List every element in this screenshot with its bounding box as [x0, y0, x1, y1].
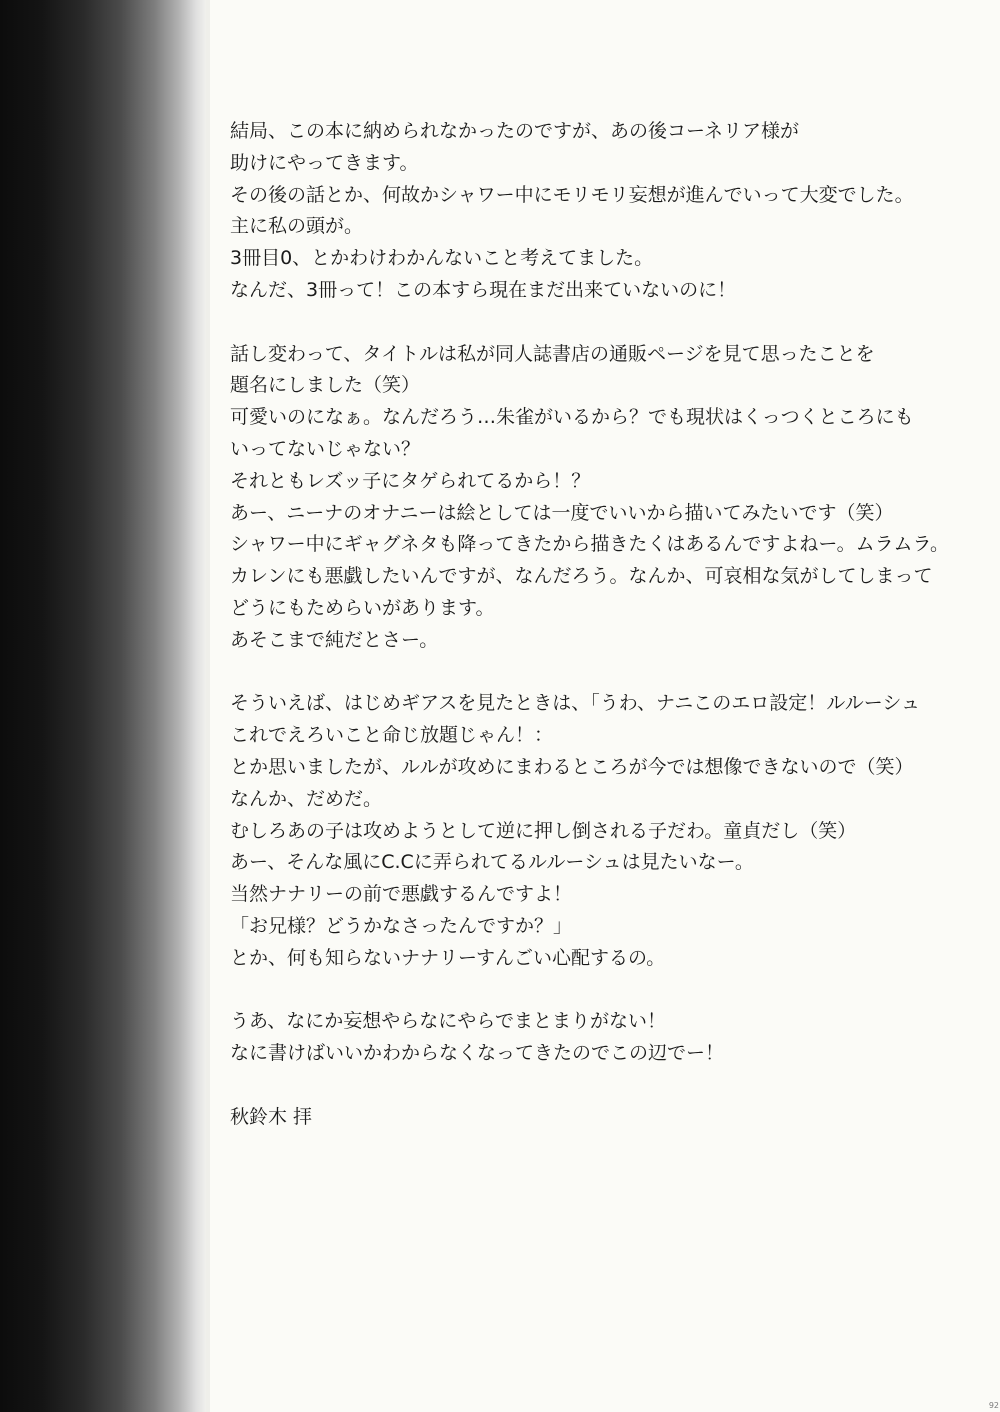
text-line: その後の話とか、何故かシャワー中にモリモリ妄想が進んでいって大変でした。: [230, 183, 914, 206]
text-line: とか思いましたが、ルルが攻めにまわるところが今では想像できないので（笑）: [230, 755, 914, 778]
paragraph-gap: [230, 975, 970, 1007]
text-line: なんか、だめだ。: [230, 787, 383, 810]
text-line: 当然ナナリーの前で悪戯するんですよ！: [230, 883, 573, 906]
page-edge: [206, 0, 210, 1412]
text-line: 可愛いのになぁ。なんだろう…朱雀がいるから？でも現状はくっつくところにも: [230, 406, 914, 429]
binding-gutter-shadow: [0, 0, 208, 1412]
paragraph-gap: [230, 307, 970, 339]
text-line: 主に私の頭が。: [230, 215, 364, 238]
text-line: むしろあの子は攻めようとして逆に押し倒される子だわ。童貞だし（笑）: [230, 819, 857, 842]
paragraph-gap: [230, 1070, 970, 1102]
text-line: 話し変わって、タイトルは私が同人誌書店の通販ページを見て思ったことを: [230, 342, 875, 365]
text-line: あそこまで純だとさー。: [230, 628, 439, 651]
text-line: あー、ニーナのオナニーは絵としては一度でいいから描いてみたいです（笑）: [230, 501, 894, 524]
page-number: 92: [988, 1401, 999, 1410]
text-line: 結局、この本に納められなかったのですが、あの後コーネリア様が: [230, 120, 800, 142]
text-line: いってないじゃない？: [230, 437, 421, 460]
text-line: これでえろいこと命じ放題じゃん！：: [230, 724, 554, 747]
text-line: あー、そんな風にC.Cに弄られてるルルーシュは見たいなー。: [230, 851, 754, 874]
text-line: うあ、なにか妄想やらなにやらでまとまりがない！: [230, 1010, 667, 1033]
text-line: どうにもためらいがあります。: [230, 596, 495, 619]
text-line: それともレズッ子にタゲられてるから！？: [230, 469, 591, 492]
text-line: 「お兄様？どうかなさったんですか？」: [230, 914, 573, 937]
text-line: カレンにも悪戯したいんですが、なんだろう。なんか、可哀相な気がしてしまって: [230, 565, 933, 588]
text-line: 3冊目0、とかわけわかんないこと考えてました。: [230, 247, 654, 270]
text-line: 題名にしました（笑）: [230, 374, 421, 397]
paragraph-gap: [230, 657, 970, 689]
text-line: とか、何も知らないナナリーすんごい心配するの。: [230, 946, 666, 969]
author-signature: 秋鈴木 拝: [230, 1105, 313, 1128]
text-line: なんだ、3冊って！この本すら現在まだ出来ていないのに！: [230, 278, 737, 301]
text-line: 助けにやってきます。: [230, 151, 419, 174]
text-line: そういえば、はじめギアスを見たときは、「うわ、ナニこのエロ設定！ルルーシュ: [230, 692, 920, 715]
text-line: シャワー中にギャグネタも降ってきたから描きたくはあるんですよねー。ムラムラ。: [230, 533, 949, 556]
text-line: なに書けばいいかわからなくなってきたのでこの辺でー！: [230, 1042, 725, 1065]
afterword-text: [230, 116, 970, 1134]
